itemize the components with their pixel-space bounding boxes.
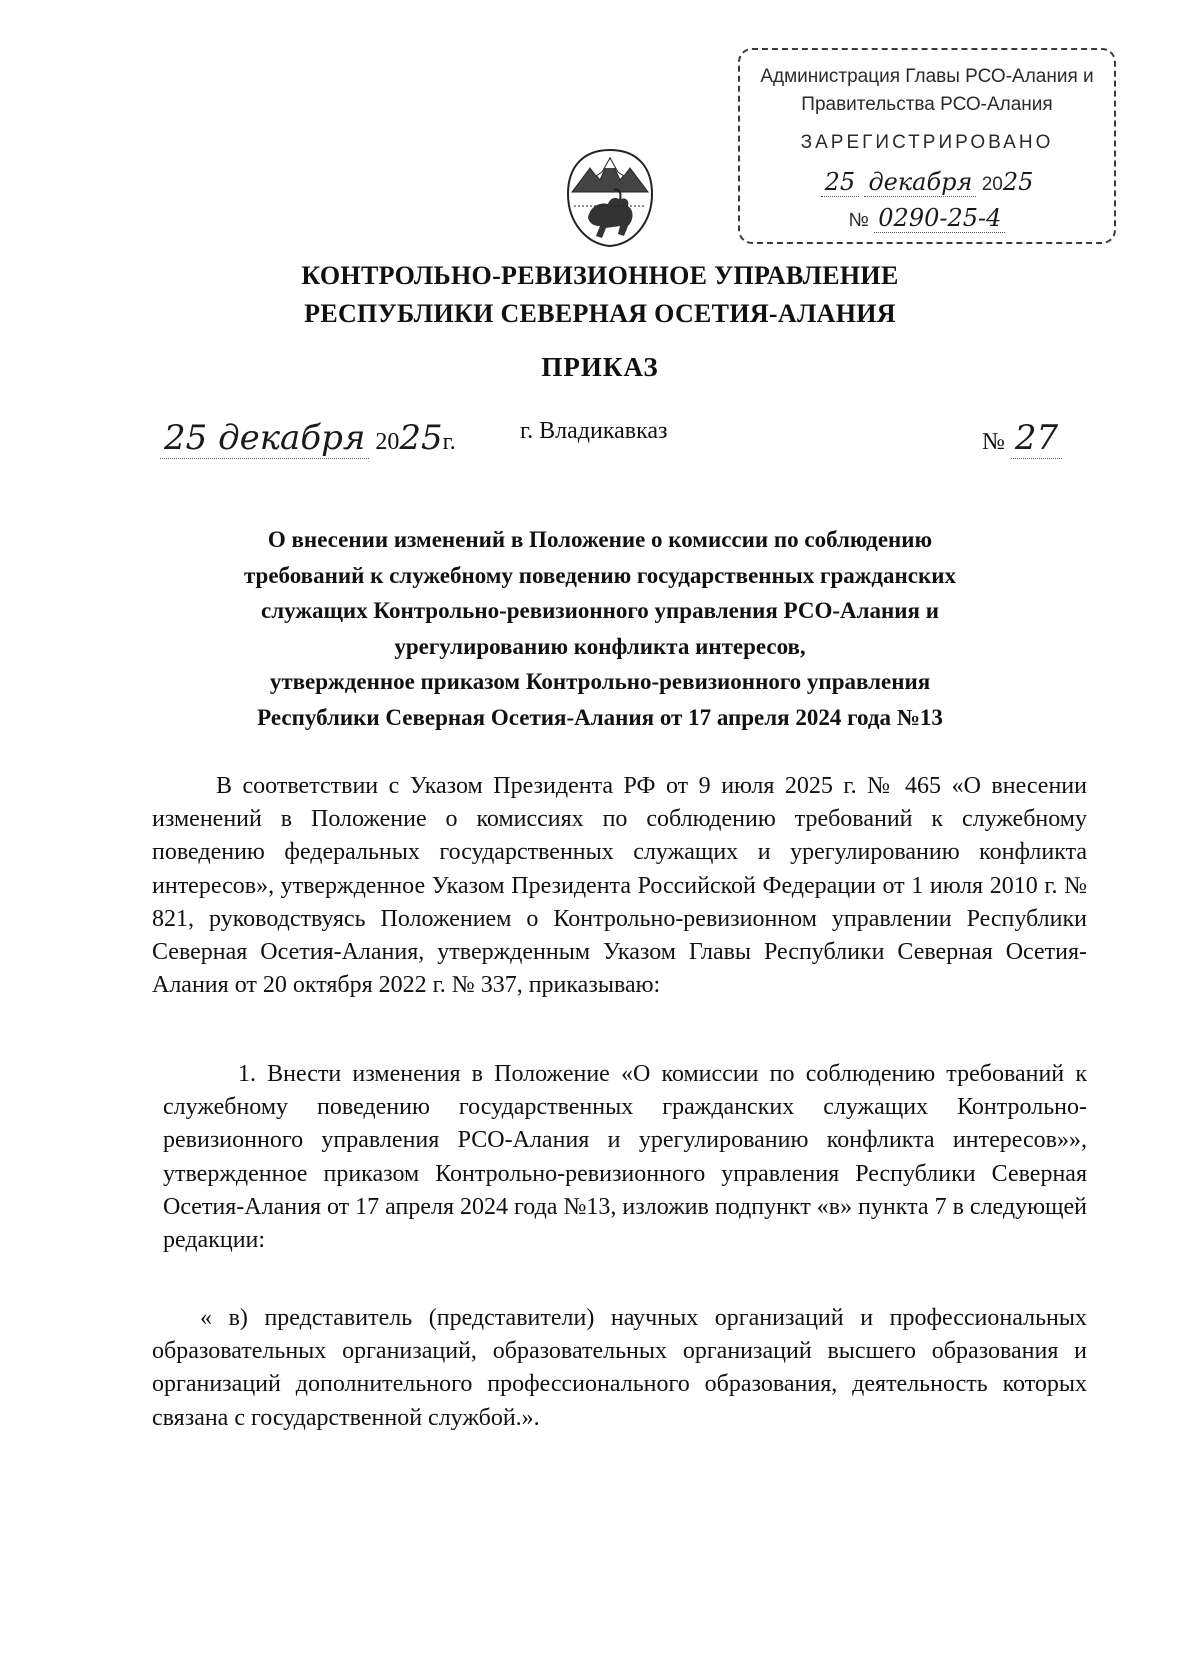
order-date-handwritten: 25 декабря xyxy=(160,418,369,459)
document-type-title: ПРИКАЗ xyxy=(541,352,659,382)
stamp-registered: ЗАРЕГИСТРИРОВАНО xyxy=(800,132,1054,153)
registration-stamp xyxy=(738,48,1116,244)
subject-line: О внесении изменений в Положение о комиссии по соблюдению xyxy=(267,527,933,552)
stamp-number-label: № xyxy=(848,210,869,231)
subject-line: урегулированию конфликта интересов, xyxy=(394,633,806,659)
order-subject xyxy=(150,522,1050,735)
stamp-org-line2: Правительства РСО-Алания xyxy=(801,94,1053,115)
item-1-paragraph: 1. Внести изменения в Положение «О комиссии по соблюдению требований к служебному поведению государственных гражданских служащих Контрольно-ревизионного управления РСО-Алания и урегулированию конфликта интересов»», утвержденное приказом Контрольно-ревизионного управления Республики Северная Осетия-Алания от 17 апреля 2024 года №13, изложив подпункт «в» пункта 7 в следующей редакции: xyxy=(163,1061,1087,1254)
organization-name-line2: РЕСПУБЛИКИ СЕВЕРНАЯ ОСЕТИЯ-АЛАНИЯ xyxy=(304,299,896,328)
stamp-org-line1: Администрация Главы РСО-Алания и xyxy=(760,66,1094,87)
order-year-handwritten: 25 xyxy=(399,418,443,458)
stamp-number-value: 0290-25-4 xyxy=(874,204,1005,233)
subject-line: требований к служебному поведению государственных гражданских xyxy=(243,562,957,588)
subject-line: утвержденное приказом Контрольно-ревизионного управления xyxy=(269,669,931,694)
organization-name-line1: КОНТРОЛЬНО-РЕВИЗИОННОЕ УПРАВЛЕНИЕ xyxy=(301,261,899,290)
stamp-date-year-prefix: 20 xyxy=(981,174,1003,195)
subject-line: служащих Контрольно-ревизионного управления РСО-Алания и xyxy=(261,598,939,623)
order-year-suffix: г. xyxy=(442,429,456,455)
order-number-label: № xyxy=(982,429,1005,455)
preamble-paragraph: В соответствии с Указом Президента РФ от 9 июля 2025 г. № 465 «О внесении изменений в Положение о комиссиях по соблюдению требований к служебному поведению федеральных государственных служащих и урегулированию конфликта интересов», утвержденное Указом Президента Российской Федерации от 1 июля 2010 г. № 821, руководствуясь Положением о Контрольно-ревизионном управлении Республики Северная Осетия-Алания, утвержденным Указом Главы Республики Северная Осетия-Алания от 20 октября 2022 г. № 337, приказываю: xyxy=(152,773,1087,999)
order-date xyxy=(160,418,456,458)
stamp-date-year-suffix: 25 xyxy=(1002,168,1034,196)
stamp-date xyxy=(740,168,1114,196)
stamp-date-day: 25 xyxy=(821,168,860,197)
order-number-handwritten: 27 xyxy=(1011,418,1062,459)
order-city: г. Владикавказ xyxy=(520,418,668,444)
order-number xyxy=(982,418,1062,458)
stamp-date-month: декабря xyxy=(864,168,976,197)
order-year-prefix: 20 xyxy=(375,429,400,455)
subject-line: Республики Северная Осетия-Алания от 17 апреля 2024 года №13 xyxy=(257,704,943,730)
stamp-number xyxy=(740,204,1114,232)
coat-of-arms-emblem xyxy=(560,146,660,250)
quoted-subitem-paragraph: « в) представитель (представители) научных организаций и профессиональных образовательных организаций, образовательных организаций высшего образования и организаций дополнительного профессионального образования, деятельность которых связана с государственной службой.». xyxy=(152,1305,1087,1431)
